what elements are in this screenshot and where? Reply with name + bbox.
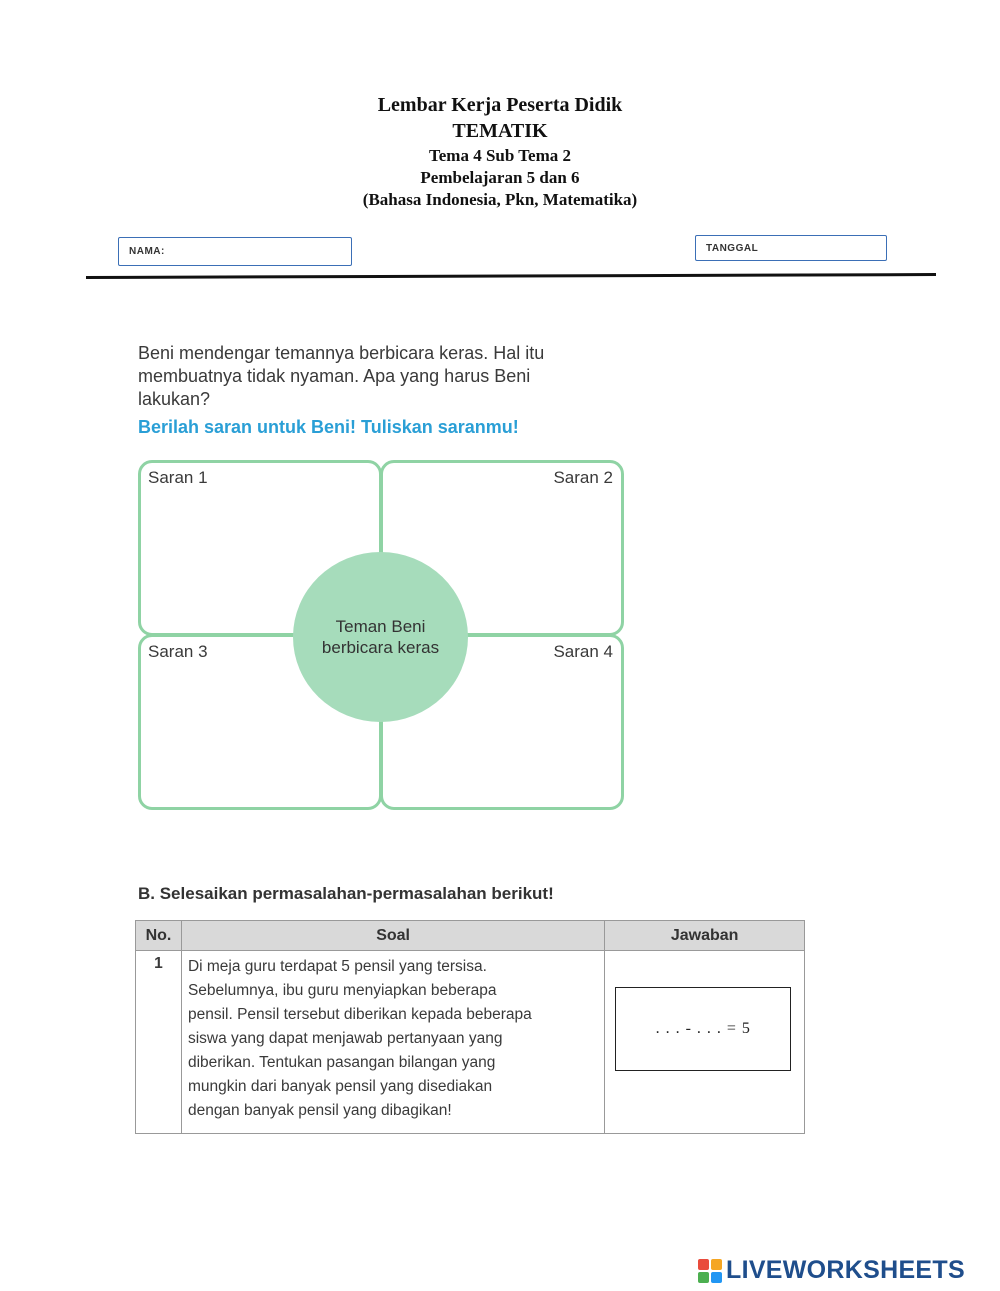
title-line-2: TEMATIK <box>452 120 548 142</box>
soal-line: pensil. Pensil tersebut diberikan kepada beberapa <box>187 1006 532 1023</box>
center-topic-circle <box>293 552 468 722</box>
title-line-1: Lembar Kerja Peserta Didik <box>377 94 623 116</box>
title-line-4: Pembelajaran 5 dan 6 <box>420 168 580 187</box>
header-divider <box>86 273 936 279</box>
saran-3-label: Saran 3 <box>148 642 208 661</box>
tanggal-field[interactable] <box>695 235 887 261</box>
row-number: 1 <box>136 951 182 1134</box>
logo-square <box>711 1272 722 1283</box>
tanggal-label: TANGGAL <box>706 242 759 254</box>
soal-line: dengan banyak pensil yang dibagikan! <box>187 1102 452 1119</box>
table-header-row <box>136 921 805 951</box>
soal-line: diberikan. Tentukan pasangan bilangan yang <box>187 1054 496 1071</box>
nama-label: NAMA: <box>129 246 165 257</box>
header-soal: Soal <box>181 921 604 951</box>
center-topic-line: berbicara keras <box>321 638 440 657</box>
section-b-title: B. Selesaikan permasalahan-permasalahan berikut! <box>138 884 554 903</box>
logo-icon <box>698 1259 722 1283</box>
jawaban-cell <box>605 951 805 1134</box>
header-no: No. <box>136 921 182 951</box>
table-row <box>136 951 805 1134</box>
title-line-5: (Bahasa Indonesia, Pkn, Matematika) <box>362 190 638 209</box>
instruction-text: Berilah saran untuk Beni! Tuliskan saranmu! <box>138 417 519 437</box>
intro-line: Beni mendengar temannya berbicara keras. Hal itu <box>138 343 545 363</box>
logo-square <box>711 1259 722 1270</box>
soal-line: siswa yang dapat menjawab pertanyaan yang <box>187 1030 503 1047</box>
saran-4-label: Saran 4 <box>553 642 613 661</box>
intro-text <box>138 342 628 411</box>
center-topic-line: Teman Beni <box>335 617 426 636</box>
liveworksheets-logo <box>698 1256 965 1285</box>
soal-line: Sebelumnya, ibu guru menyiapkan beberapa <box>187 982 497 999</box>
soal-line: mungkin dari banyak pensil yang disediakan <box>187 1078 493 1095</box>
header-jawaban: Jawaban <box>605 921 805 951</box>
saran-1-label: Saran 1 <box>148 468 208 487</box>
logo-square <box>698 1259 709 1270</box>
logo-text: LIVEWORKSHEETS <box>726 1256 965 1284</box>
nama-field[interactable] <box>118 237 352 266</box>
soal-text <box>181 951 604 1134</box>
title-line-3: Tema 4 Sub Tema 2 <box>428 146 572 165</box>
intro-line: membuatnya tidak nyaman. Apa yang harus Beni <box>138 366 531 386</box>
soal-table <box>135 920 805 1134</box>
logo-square <box>698 1272 709 1283</box>
soal-line: Di meja guru terdapat 5 pensil yang tersisa. <box>187 958 487 975</box>
saran-2-label: Saran 2 <box>553 468 613 487</box>
answer-input[interactable]: . . . - . . . = 5 <box>615 987 791 1071</box>
intro-line: lakukan? <box>138 389 211 409</box>
